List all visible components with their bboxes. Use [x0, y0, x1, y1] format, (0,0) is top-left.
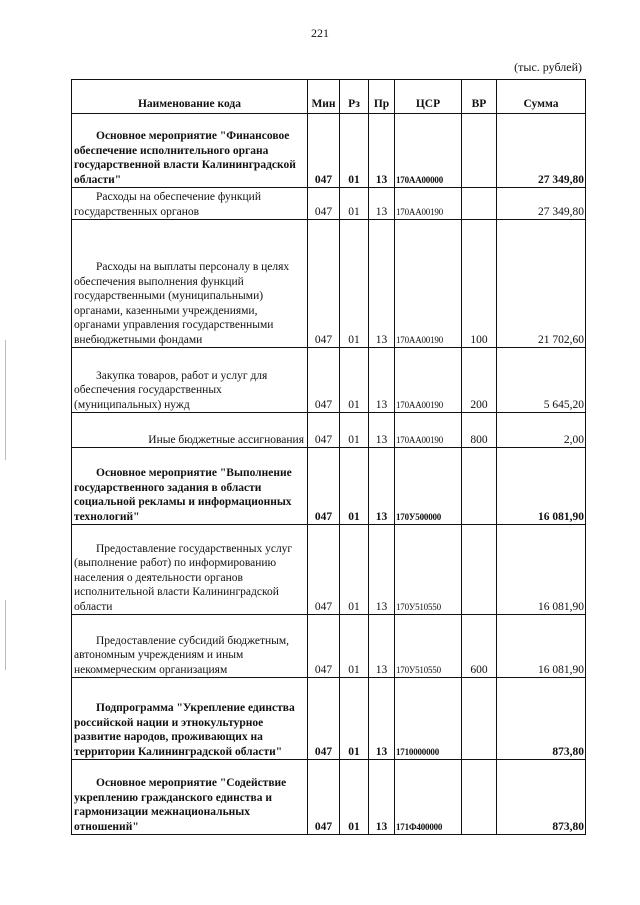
- row-rz: 01: [340, 348, 369, 413]
- row-pr: 13: [369, 348, 395, 413]
- row-sum: 873,80: [497, 678, 586, 760]
- row-csr: 170АА00190: [395, 348, 462, 413]
- row-min: 047: [308, 678, 340, 760]
- row-rz: 01: [340, 615, 369, 678]
- table-row: [72, 114, 586, 188]
- row-csr: 171Ф400000: [395, 760, 462, 835]
- row-name: Расходы на выплаты персоналу в целях обеспечения выполнения функций государственными (муниципальными) органами, казенными учреждениями, органами управления государственными внебюджетными фондами: [72, 220, 308, 348]
- row-name: Основное мероприятие "Выполнение государственного задания в области социальной рекламы и информационных технологий": [72, 448, 308, 525]
- row-sum: 16 081,90: [497, 615, 586, 678]
- row-sum: 21 702,60: [497, 220, 586, 348]
- budget-table: [71, 79, 586, 835]
- header-name: Наименование кода: [72, 80, 308, 114]
- row-rz: 01: [340, 114, 369, 188]
- row-rz: 01: [340, 760, 369, 835]
- row-vr: 800: [462, 413, 497, 448]
- row-min: 047: [308, 448, 340, 525]
- row-name: Основное мероприятие "Финансовое обеспечение исполнительного органа государственной власти Калининградской области": [72, 114, 308, 188]
- row-vr: 200: [462, 348, 497, 413]
- row-sum: 27 349,80: [497, 114, 586, 188]
- scan-edge-mark: [5, 600, 6, 670]
- table-row: [72, 525, 586, 615]
- page-number: 221: [311, 26, 329, 40]
- row-pr: 13: [369, 188, 395, 220]
- row-pr: 13: [369, 114, 395, 188]
- row-pr: 13: [369, 525, 395, 615]
- row-min: 047: [308, 525, 340, 615]
- row-sum: 873,80: [497, 760, 586, 835]
- row-sum: 2,00: [497, 413, 586, 448]
- row-rz: 01: [340, 525, 369, 615]
- scan-edge-mark: [5, 340, 6, 460]
- row-min: 047: [308, 348, 340, 413]
- row-name: Закупка товаров, работ и услуг для обеспечения государственных (муниципальных) нужд: [72, 348, 308, 413]
- row-vr: [462, 760, 497, 835]
- row-pr: 13: [369, 678, 395, 760]
- row-rz: 01: [340, 678, 369, 760]
- header-sum: Сумма: [497, 80, 586, 114]
- row-name: Иные бюджетные ассигнования: [72, 413, 308, 448]
- row-min: 047: [308, 760, 340, 835]
- row-sum: 27 349,80: [497, 188, 586, 220]
- table-row: [72, 413, 586, 448]
- table-row: [72, 220, 586, 348]
- row-csr: 170АА00190: [395, 220, 462, 348]
- row-name: Подпрограмма "Укрепление единства российской нации и этнокультурное развитие народов, проживающих на территории Калининградской области": [72, 678, 308, 760]
- row-rz: 01: [340, 220, 369, 348]
- row-csr: 170У510550: [395, 615, 462, 678]
- row-csr: 170У500000: [395, 448, 462, 525]
- row-pr: 13: [369, 413, 395, 448]
- header-min: Мин: [308, 80, 340, 114]
- row-vr: [462, 188, 497, 220]
- table-row: [72, 760, 586, 835]
- table-row: [72, 615, 586, 678]
- table-row: [72, 348, 586, 413]
- row-csr: 170АА00000: [395, 114, 462, 188]
- row-min: 047: [308, 615, 340, 678]
- row-vr: 100: [462, 220, 497, 348]
- row-pr: 13: [369, 615, 395, 678]
- row-vr: [462, 525, 497, 615]
- header-csr: ЦСР: [395, 80, 462, 114]
- row-csr: 170АА00190: [395, 188, 462, 220]
- row-vr: [462, 448, 497, 525]
- row-rz: 01: [340, 413, 369, 448]
- header-vr: ВР: [462, 80, 497, 114]
- row-min: 047: [308, 220, 340, 348]
- row-rz: 01: [340, 448, 369, 525]
- units-label: (тыс. рублей): [514, 60, 582, 74]
- table-row: [72, 448, 586, 525]
- row-vr: 600: [462, 615, 497, 678]
- row-csr: 170У510550: [395, 525, 462, 615]
- row-csr: 170АА00190: [395, 413, 462, 448]
- header-rz: Рз: [340, 80, 369, 114]
- row-pr: 13: [369, 448, 395, 525]
- table-row: [72, 678, 586, 760]
- table-row: [72, 188, 586, 220]
- table-header-row: [72, 80, 586, 114]
- row-min: 047: [308, 413, 340, 448]
- row-vr: [462, 678, 497, 760]
- row-pr: 13: [369, 220, 395, 348]
- row-sum: 16 081,90: [497, 448, 586, 525]
- row-min: 047: [308, 114, 340, 188]
- header-pr: Пр: [369, 80, 395, 114]
- row-sum: 5 645,20: [497, 348, 586, 413]
- row-csr: 1710000000: [395, 678, 462, 760]
- row-rz: 01: [340, 188, 369, 220]
- row-sum: 16 081,90: [497, 525, 586, 615]
- row-name: Расходы на обеспечение функций государственных органов: [72, 188, 308, 220]
- row-min: 047: [308, 188, 340, 220]
- row-name: Основное мероприятие "Содействие укреплению гражданского единства и гармонизации межнациональных отношений": [72, 760, 308, 835]
- row-name: Предоставление государственных услуг (выполнение работ) по информированию населения о деятельности органов исполнительной власти Калининградской области: [72, 525, 308, 615]
- row-name: Предоставление субсидий бюджетным, автономным учреждениям и иным некоммерческим организациям: [72, 615, 308, 678]
- row-vr: [462, 114, 497, 188]
- row-pr: 13: [369, 760, 395, 835]
